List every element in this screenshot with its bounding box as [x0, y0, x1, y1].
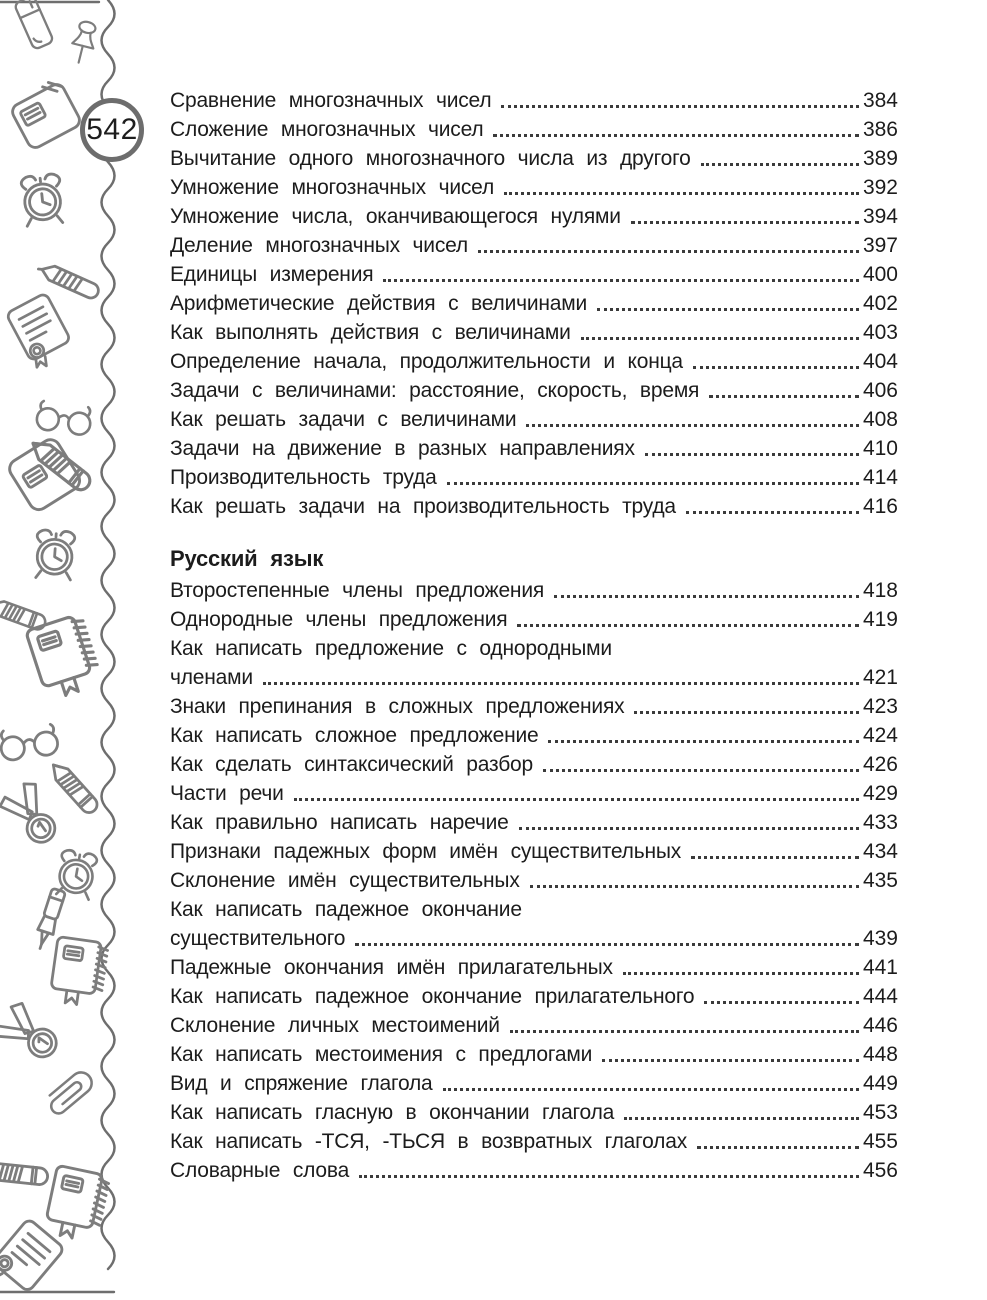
toc-entry-title: Деление многозначных чисел [170, 234, 468, 257]
toc-entry-title: Как решать задачи на производительность труда [170, 495, 676, 518]
dot-leader [359, 1175, 859, 1178]
section-header: Русский язык [170, 546, 324, 571]
dot-leader [697, 1146, 859, 1149]
toc-entry-line [170, 260, 898, 289]
toc-entry-title: Как написать падежное окончание прилагательного [170, 985, 695, 1008]
spiral-notebook-icon [26, 613, 104, 701]
toc-entry-title: Как решать задачи с величинами [170, 408, 517, 431]
toc-entry-line [170, 634, 898, 663]
toc-entry-title: Задачи с величинами: расстояние, скорость, время [170, 379, 700, 402]
toc-entry-line [170, 173, 898, 202]
toc-entry-page: 446 [862, 1014, 898, 1037]
toc-entry-page: 414 [862, 466, 898, 489]
toc-entry-page: 423 [862, 695, 898, 718]
toc-entry-title: Как написать -ТСЯ, -ТЬСЯ в возвратных глаголах [170, 1130, 688, 1153]
toc-entry-page: 433 [862, 811, 898, 834]
toc-entry-page: 456 [862, 1159, 898, 1182]
marker-icon [32, 888, 66, 951]
toc-entry-line [170, 808, 898, 837]
dot-leader [634, 711, 859, 714]
page-number: 542 [86, 113, 138, 146]
dot-leader [554, 595, 859, 598]
toc-entry-line [170, 289, 898, 318]
dot-leader [645, 453, 859, 456]
toc-entry-line [170, 1040, 898, 1069]
toc-entry-page: 455 [862, 1130, 898, 1153]
toc-entry-line [170, 1098, 898, 1127]
toc-entry-page: 397 [862, 234, 898, 257]
dot-leader [686, 511, 859, 514]
pushpin-icon [68, 20, 99, 66]
toc-entry-page: 406 [862, 379, 898, 402]
toc-entry-line [170, 576, 898, 605]
dot-leader [624, 1117, 859, 1120]
toc-entry-page: 441 [862, 956, 898, 979]
toc-entry-page: 439 [862, 927, 898, 950]
alarm-clock-icon [21, 173, 65, 226]
dot-leader [530, 885, 859, 888]
dot-leader [447, 482, 859, 485]
dot-leader [704, 1001, 859, 1004]
toc-entry-title: Как написать падежное окончание [170, 898, 522, 921]
toc-entry-line [170, 463, 898, 492]
toc-entry-page: 429 [862, 782, 898, 805]
spiral-notebook-icon [43, 1165, 110, 1243]
table-of-contents [170, 86, 898, 1185]
page-number-badge [80, 98, 144, 162]
glasses-icon [35, 400, 92, 436]
dot-leader [693, 366, 859, 369]
toc-entry-title: Как написать местоимения с предлогами [170, 1043, 593, 1066]
dot-leader [478, 250, 859, 253]
toc-entry-title: Однородные члены предложения [170, 608, 508, 631]
toc-entry-title: Единицы измерения [170, 263, 374, 286]
toc-entry-page: 449 [862, 1072, 898, 1095]
toc-entry-title: Как написать сложное предложение [170, 724, 539, 747]
toc-entry-page: 424 [862, 724, 898, 747]
dot-leader [355, 943, 859, 946]
notebook-icon [7, 77, 82, 150]
dot-leader [597, 308, 859, 311]
dot-leader [263, 682, 859, 685]
dot-leader [517, 624, 859, 627]
toc-entry-page: 386 [862, 118, 898, 141]
dot-leader [510, 1030, 859, 1033]
toc-entry-title: Умножение числа, оканчивающегося нулями [170, 205, 621, 228]
dot-leader [691, 856, 859, 859]
toc-entry-line [170, 895, 898, 924]
toc-entry-page: 402 [862, 292, 898, 315]
pencil-icon [47, 760, 100, 816]
toc-entry-line [170, 721, 898, 750]
toc-entry-line [170, 492, 898, 521]
toc-entry-title: Второстепенные члены предложения [170, 579, 545, 602]
toc-entry-title: Как написать гласную в окончании глагола [170, 1101, 615, 1124]
toc-entry-title: Определение начала, продолжительности и конца [170, 350, 683, 373]
toc-entry-line [170, 144, 898, 173]
toc-entry-line [170, 376, 898, 405]
toc-entry-page: 453 [862, 1101, 898, 1124]
toc-entry-title: Склонение личных местоимений [170, 1014, 500, 1037]
toc-entry-line [170, 924, 898, 953]
toc-entry-title: Вычитание одного многозначного числа из другого [170, 147, 691, 170]
dot-leader [709, 395, 859, 398]
toc-entry-page: 389 [862, 147, 898, 170]
toc-entry-line [170, 1156, 898, 1185]
notepad-icon [6, 436, 83, 513]
toc-entry-line [170, 953, 898, 982]
pencil-icon [0, 1162, 48, 1185]
toc-entry-line [170, 1011, 898, 1040]
toc-entry-line [170, 750, 898, 779]
toc-entry-title: Сложение многозначных чисел [170, 118, 484, 141]
dot-leader [623, 972, 859, 975]
toc-entry-line [170, 982, 898, 1011]
toc-entry-line [170, 347, 898, 376]
certificate-icon [0, 1218, 65, 1300]
toc-entry-line [170, 837, 898, 866]
dot-leader [631, 221, 859, 224]
toc-entry-line [170, 692, 898, 721]
toc-entry-line [170, 202, 898, 231]
toc-entry-page: 426 [862, 753, 898, 776]
medal-icon [0, 999, 66, 1068]
dot-leader [504, 192, 859, 195]
dot-leader [543, 769, 859, 772]
toc-entry-title: Задачи на движение в разных направлениях [170, 437, 635, 460]
dot-leader [701, 163, 859, 166]
toc-entry-line [170, 1127, 898, 1156]
dot-leader [548, 740, 858, 743]
toc-entry-title: существительного [170, 927, 346, 950]
wavy-divider [102, 0, 115, 1269]
toc-entry-line [170, 779, 898, 808]
alarm-clock-icon [34, 529, 75, 580]
toc-entry-page: 403 [862, 321, 898, 344]
dot-leader [383, 279, 859, 282]
toc-entry-page: 434 [862, 840, 898, 863]
eraser-icon [14, 0, 54, 50]
dot-leader [501, 105, 859, 108]
toc-entry-page: 448 [862, 1043, 898, 1066]
toc-entry-title: Словарные слова [170, 1159, 350, 1182]
toc-entry-line [170, 605, 898, 634]
dot-leader [602, 1059, 859, 1062]
toc-entry-line [170, 231, 898, 260]
toc-entry-line [170, 405, 898, 434]
toc-entry-title: Как написать предложение с однородными [170, 637, 612, 660]
dot-leader [294, 798, 859, 801]
toc-entry-page: 435 [862, 869, 898, 892]
sidebar-doodles [0, 0, 170, 1300]
toc-entry-title: Части речи [170, 782, 284, 805]
toc-entry-title: Арифметические действия с величинами [170, 292, 588, 315]
toc-entry-page: 384 [862, 89, 898, 112]
dot-leader [493, 134, 859, 137]
toc-entry-page: 404 [862, 350, 898, 373]
toc-entry-title: Как правильно написать наречие [170, 811, 509, 834]
toc-entry-page: 444 [862, 985, 898, 1008]
dot-leader [526, 424, 859, 427]
toc-entry-line [170, 866, 898, 895]
toc-entry-title: Падежные окончания имён прилагательных [170, 956, 613, 979]
toc-entry-title: Как сделать синтаксический разбор [170, 753, 533, 776]
toc-entry-line [170, 663, 898, 692]
toc-entry-page: 421 [862, 666, 898, 689]
toc-entry-page: 410 [862, 437, 898, 460]
dot-leader [581, 337, 859, 340]
toc-entry-title: Вид и спряжение глагола [170, 1072, 433, 1095]
toc-entry-page: 416 [862, 495, 898, 518]
toc-entry-line [170, 115, 898, 144]
toc-entry-title: Признаки падежных форм имён существительных [170, 840, 682, 863]
toc-entry-line [170, 434, 898, 463]
toc-entry-line [170, 86, 898, 115]
toc-entry-title: Склонение имён существительных [170, 869, 520, 892]
dot-leader [443, 1088, 859, 1091]
certificate-icon [6, 293, 76, 372]
toc-entry-title: Умножение многозначных чисел [170, 176, 495, 199]
medal-icon [0, 779, 66, 852]
toc-entry-page: 408 [862, 408, 898, 431]
dot-leader [519, 827, 859, 830]
toc-entry-title: членами [170, 666, 253, 689]
toc-entry-title: Сравнение многозначных чисел [170, 89, 492, 112]
toc-entry-title: Как выполнять действия с величинами [170, 321, 571, 344]
glasses-icon [0, 724, 59, 762]
toc-entry-page: 400 [862, 263, 898, 286]
toc-entry-page: 418 [862, 579, 898, 602]
toc-entry-line [170, 318, 898, 347]
toc-entry-page: 394 [862, 205, 898, 228]
toc-entry-title: Знаки препинания в сложных предложениях [170, 695, 625, 718]
toc-entry-page: 392 [862, 176, 898, 199]
toc-entry-page: 419 [862, 608, 898, 631]
toc-entry-title: Производительность труда [170, 466, 437, 489]
paperclip-icon [44, 1068, 96, 1116]
toc-entry-line [170, 1069, 898, 1098]
spiral-notebook-icon [49, 937, 108, 1008]
